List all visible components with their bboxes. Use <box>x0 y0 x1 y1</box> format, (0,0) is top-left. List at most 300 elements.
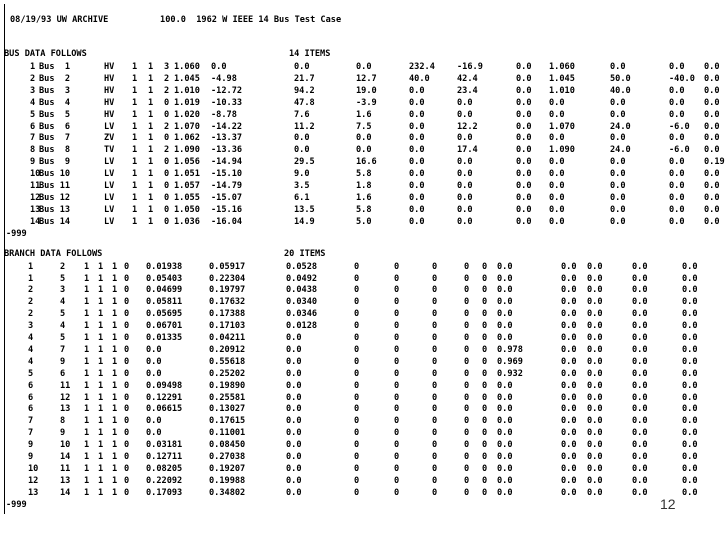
bus-row-cell: 11.2 <box>294 121 315 132</box>
bus-row-cell: 0.19 <box>704 157 725 168</box>
branch-row-cell: 0 <box>394 463 400 474</box>
branch-row-cell: 0.0 <box>286 452 302 462</box>
branch-row-cell: 0.0 <box>682 380 698 391</box>
branch-row-cell: 0 <box>124 463 130 474</box>
bus-row-cell: Bus 9 <box>39 157 71 168</box>
bus-row-cell: 0.0 <box>356 145 372 156</box>
bus-row-cell: 0.0 <box>409 133 425 144</box>
branch-row-cell: 0.0 <box>561 285 577 296</box>
branch-row-cell: 0.0 <box>286 440 302 451</box>
branch-row-cell: 0.0 <box>146 356 162 367</box>
bus-row-cell: 1 <box>132 157 138 168</box>
branch-row-cell: 0.0 <box>286 380 302 391</box>
branch-row-cell: 1 <box>98 487 104 498</box>
bus-row-cell: 0.0 <box>549 181 565 191</box>
branch-row-cell: 0.0 <box>561 440 577 451</box>
archive-header-line <box>4 14 342 26</box>
bus-row-cell: 0.0 <box>704 121 720 132</box>
bus-row-cell: Bus 14 <box>39 216 71 227</box>
bus-row-cell: Bus 1 <box>39 62 71 72</box>
bus-row-cell: 2 <box>164 85 170 96</box>
branch-row-cell: 0.17103 <box>209 321 246 332</box>
branch-row-cell: 0.0 <box>682 440 698 451</box>
branch-row-cell: 0 <box>394 285 400 296</box>
branch-row-cell: 11 <box>60 463 71 474</box>
branch-row-cell: 0.0 <box>497 261 513 272</box>
branch-row-cell: 1 <box>112 309 118 320</box>
branch-row-cell: 0.0 <box>561 309 577 320</box>
branch-row-cell: 0 <box>464 487 470 498</box>
branch-row-cell: 6 <box>28 380 34 391</box>
branch-row-cell: 1 <box>98 321 104 332</box>
branch-row-cell: 0 <box>354 392 360 403</box>
archive-header-text: 08/19/93 UW ARCHIVE 100.0 1962 W IEEE 14 Bus Test Case <box>10 15 342 25</box>
bus-row-cell: 0.0 <box>610 133 626 144</box>
branch-row-cell: 0.0 <box>632 309 648 320</box>
branch-row-cell: 1 <box>112 321 118 332</box>
branch-row-cell: 0 <box>124 261 130 272</box>
bus-row-cell: LV <box>104 204 115 215</box>
bus-row-cell: 0.0 <box>704 133 720 144</box>
branch-row-cell: 0 <box>482 356 488 367</box>
bus-row-cell: 1.070 <box>174 121 200 132</box>
bus-row-cell: -40.0 <box>669 73 695 84</box>
branch-row-cell: 0 <box>124 356 130 367</box>
branch-row-cell: 1 <box>98 428 104 439</box>
bus-row-cell: Bus 12 <box>39 192 71 203</box>
branch-row-cell: 0.0 <box>632 452 648 462</box>
bus-row-cell: 1 <box>132 121 138 132</box>
bus-row-cell: TV <box>104 145 115 156</box>
bus-row-cell: 6 <box>30 121 36 132</box>
branch-row-cell: 0.04699 <box>146 285 183 296</box>
branch-row-cell: 0.19797 <box>209 285 246 296</box>
bus-row-cell: 0 <box>164 157 170 168</box>
branch-row-cell: 0.0 <box>587 309 603 320</box>
bus-row-cell: HV <box>104 62 115 72</box>
branch-row-cell: 0 <box>394 487 400 498</box>
branch-row-cell: 1 <box>84 487 90 498</box>
branch-row-cell: 0 <box>464 463 470 474</box>
branch-end-marker: -999 <box>6 499 27 510</box>
branch-row-cell: 0.01335 <box>146 333 183 343</box>
branch-row-cell: 0 <box>124 333 130 343</box>
branch-row-cell: 0.19890 <box>209 380 246 391</box>
branch-row-cell: 0 <box>394 273 400 284</box>
bus-row-cell: 0 <box>164 97 170 108</box>
bus-row-cell: 13.5 <box>294 204 315 215</box>
branch-row-cell: 0.0 <box>561 321 577 332</box>
branch-row-cell: 0 <box>432 285 438 296</box>
bus-row-cell: 0.0 <box>409 109 425 120</box>
branch-row-cell: 0 <box>432 463 438 474</box>
branch-row-cell: 1 <box>28 273 34 284</box>
branch-row-cell: 6 <box>60 368 66 379</box>
bus-row-cell: 1.020 <box>174 109 200 120</box>
bus-row-cell: 0.0 <box>516 97 532 108</box>
branch-row-cell: 0.25581 <box>209 392 246 403</box>
bus-row-cell: 1 <box>148 145 154 156</box>
branch-row-cell: 7 <box>28 428 34 439</box>
branch-row-cell: 3 <box>60 285 66 296</box>
branch-row-cell: 0.0 <box>587 285 603 296</box>
branch-row-cell: 0.0 <box>632 487 648 498</box>
branch-row-cell: 1 <box>84 261 90 272</box>
bus-row-cell: 1 <box>132 73 138 84</box>
branch-row-cell: 1 <box>84 392 90 403</box>
branch-row-cell: 0.0 <box>497 380 513 391</box>
bus-row-cell: Bus 5 <box>39 109 71 120</box>
branch-row-cell: 2 <box>28 309 34 320</box>
bus-row-cell: 1 <box>148 204 154 215</box>
bus-row-cell: 0.0 <box>457 169 473 180</box>
bus-row-cell: 0.0 <box>704 145 720 156</box>
branch-row-cell: 9 <box>60 428 66 439</box>
branch-row-cell: 0.0 <box>587 261 603 272</box>
bus-row-cell: 1 <box>132 181 138 191</box>
branch-row-cell: 0 <box>432 487 438 498</box>
branch-row-cell: 0.0 <box>632 428 648 439</box>
bus-row-cell: 1.057 <box>174 181 200 191</box>
branch-row-cell: 1 <box>112 452 118 462</box>
bus-row-cell: 5 <box>30 109 36 120</box>
branch-row-cell: 0 <box>354 309 360 320</box>
branch-row-cell: 1 <box>112 463 118 474</box>
branch-row-cell: 0 <box>394 452 400 462</box>
branch-row-cell: 0 <box>432 273 438 284</box>
branch-row-cell: 1 <box>98 285 104 296</box>
branch-row-cell: 0 <box>432 380 438 391</box>
branch-row-cell: 0.0 <box>587 487 603 498</box>
branch-row-cell: 0.06701 <box>146 321 183 332</box>
bus-row-cell: 4 <box>30 97 36 108</box>
branch-row-cell: 1 <box>98 333 104 343</box>
bus-row-cell: -14.94 <box>211 157 243 168</box>
bus-row-cell: -16.04 <box>211 216 243 227</box>
bus-row-cell: 0.0 <box>669 109 685 120</box>
branch-row-cell: 1 <box>112 297 118 308</box>
branch-row-cell: 0 <box>432 333 438 343</box>
branch-row-cell: 1 <box>98 368 104 379</box>
branch-row-cell: 0 <box>432 261 438 272</box>
bus-row-cell: 2 <box>30 73 36 84</box>
bus-row-cell: -10.33 <box>211 97 243 108</box>
bus-row-cell: 0.0 <box>516 169 532 180</box>
bus-row-cell: LV <box>104 181 115 191</box>
branch-row-cell: 13 <box>60 404 71 415</box>
branch-row-cell: 0 <box>464 285 470 296</box>
branch-row-cell: 0 <box>464 404 470 415</box>
bus-row-cell: Bus 8 <box>39 145 71 156</box>
bus-row-cell: 6.1 <box>294 192 310 203</box>
branch-row-cell: 1 <box>112 416 118 427</box>
bus-row-cell: 0.0 <box>516 145 532 156</box>
bus-item-count: 14 ITEMS <box>289 49 331 59</box>
bus-row-cell: HV <box>104 73 115 84</box>
branch-row-cell: 0 <box>124 297 130 308</box>
branch-row-cell: 0.0 <box>682 487 698 498</box>
branch-row-cell: 0 <box>394 380 400 391</box>
bus-row-cell: 0.0 <box>356 133 372 144</box>
bus-row-cell: 1 <box>148 73 154 84</box>
branch-row-cell: 0 <box>432 321 438 332</box>
bus-row-cell: 1.090 <box>549 145 575 156</box>
branch-row-cell: 0 <box>124 487 130 498</box>
bus-row-cell: 47.8 <box>294 97 315 108</box>
branch-row-cell: 1 <box>112 380 118 391</box>
branch-row-cell: 0 <box>354 356 360 367</box>
branch-row-cell: 0.932 <box>497 368 523 379</box>
branch-row-cell: 0 <box>482 297 488 308</box>
bus-row-cell: 0.0 <box>294 145 310 156</box>
bus-row-cell: 1 <box>148 109 154 120</box>
branch-row-cell: 5 <box>60 333 66 343</box>
branch-row-cell: 0.0 <box>146 428 162 439</box>
branch-row-cell: 0 <box>124 321 130 332</box>
bus-row-cell: HV <box>104 97 115 108</box>
branch-row-cell: 0.0 <box>561 261 577 272</box>
bus-row-cell: 0.0 <box>516 121 532 132</box>
bus-row-cell: 1 <box>148 97 154 108</box>
bus-row-cell: 40.0 <box>610 85 631 96</box>
bus-row-cell: 1.090 <box>174 145 200 156</box>
branch-row-cell: 1 <box>84 452 90 462</box>
bus-row-cell: 0.0 <box>610 169 626 180</box>
branch-row-cell: 0.0 <box>632 392 648 403</box>
branch-row-cell: 0.0 <box>286 463 302 474</box>
branch-row-cell: 0 <box>432 475 438 486</box>
branch-row-cell: 0.0 <box>497 392 513 403</box>
branch-row-cell: 0.0 <box>587 368 603 379</box>
branch-row-cell: 0.0 <box>497 440 513 451</box>
branch-row-cell: 0.0 <box>497 273 513 284</box>
branch-row-cell: 0.0 <box>682 356 698 367</box>
branch-row-cell: 0 <box>464 392 470 403</box>
branch-row-cell: 0 <box>482 416 488 427</box>
bus-row-cell: 0.0 <box>549 192 565 203</box>
branch-row-cell: 0 <box>124 416 130 427</box>
branch-row-cell: 0.09498 <box>146 380 183 391</box>
branch-row-cell: 0.969 <box>497 356 523 367</box>
branch-row-cell: 0.0 <box>682 297 698 308</box>
bus-row-cell: 0.0 <box>669 97 685 108</box>
branch-row-cell: 1 <box>84 333 90 343</box>
branch-row-cell: 0 <box>354 297 360 308</box>
branch-row-cell: 0.0 <box>146 344 162 355</box>
bus-row-cell: 0.0 <box>669 169 685 180</box>
bus-row-cell: 1 <box>148 133 154 144</box>
bus-row-cell: 1 <box>132 62 138 72</box>
branch-row-cell: 0 <box>354 404 360 415</box>
branch-row-cell: 0.05403 <box>146 273 183 284</box>
branch-row-cell: 0 <box>432 416 438 427</box>
bus-row-cell: 0.0 <box>704 192 720 203</box>
bus-row-cell: 1.019 <box>174 97 200 108</box>
branch-row-cell: 0.0 <box>587 333 603 343</box>
branch-row-cell: 0 <box>124 285 130 296</box>
branch-row-cell: 0.0 <box>587 463 603 474</box>
branch-row-cell: 0.0 <box>561 416 577 427</box>
bus-row-cell: 0.0 <box>669 157 685 168</box>
branch-row-cell: 0.0 <box>682 321 698 332</box>
branch-row-cell: 0.0 <box>632 404 648 415</box>
branch-row-cell: 0.0 <box>497 475 513 486</box>
branch-row-cell: 0.19207 <box>209 463 246 474</box>
branch-row-cell: 0 <box>394 261 400 272</box>
bus-row-cell: 0.0 <box>516 181 532 191</box>
bus-row-cell: 0.0 <box>549 109 565 120</box>
branch-row-cell: 0 <box>394 440 400 451</box>
bus-row-cell: 3.5 <box>294 181 310 191</box>
bus-row-cell: 0.0 <box>669 133 685 144</box>
branch-terminator <box>4 499 25 511</box>
bus-row-cell: 1.6 <box>356 192 372 203</box>
branch-row-cell: 12 <box>28 475 39 486</box>
bus-row-cell: 0.0 <box>409 192 425 203</box>
branch-row-cell: 0.0 <box>497 452 513 462</box>
bus-row-cell: 0 <box>164 181 170 191</box>
branch-row-cell: 0 <box>432 404 438 415</box>
bus-row-cell: -16.9 <box>457 62 483 72</box>
bus-row-cell: 7.6 <box>294 109 310 120</box>
bus-row-cell: -13.37 <box>211 133 243 144</box>
branch-row-cell: 1 <box>84 309 90 320</box>
branch-row-cell: 0.0 <box>561 356 577 367</box>
bus-row-cell: 0.0 <box>409 169 425 180</box>
bus-row-cell: -15.10 <box>211 169 243 180</box>
branch-row-cell: 0.0 <box>682 416 698 427</box>
branch-row-cell: 1 <box>84 440 90 451</box>
bus-row-cell: 0.0 <box>610 157 626 168</box>
branch-row-cell: 1 <box>98 356 104 367</box>
bus-row-cell: 0.0 <box>294 133 310 144</box>
branch-row-cell: 1 <box>112 428 118 439</box>
bus-row-cell: 1.055 <box>174 192 200 203</box>
branch-row-cell: 0 <box>482 380 488 391</box>
branch-row-cell: 0.13027 <box>209 404 246 415</box>
bus-row-cell: 1 <box>148 169 154 180</box>
branch-row-cell: 1 <box>98 416 104 427</box>
branch-row-cell: 0 <box>482 475 488 486</box>
bus-row-cell: 1 <box>132 97 138 108</box>
branch-row-cell: 0 <box>354 487 360 498</box>
bus-row-cell: 1 <box>30 62 36 72</box>
branch-row-cell: 0.0 <box>286 428 302 439</box>
bus-row-cell: 0.0 <box>704 85 720 96</box>
bus-row-cell: LV <box>104 216 115 227</box>
bus-row-cell: 94.2 <box>294 85 315 96</box>
branch-row-cell: 0.0 <box>286 344 302 355</box>
bus-row-cell: 0.0 <box>669 216 685 227</box>
bus-row-cell: 5.0 <box>356 216 372 227</box>
bus-row-cell: -6.0 <box>669 145 690 156</box>
branch-row-cell: 0 <box>464 273 470 284</box>
branch-row-cell: 0 <box>464 475 470 486</box>
branch-row-cell: 0.0 <box>587 273 603 284</box>
branch-row-cell: 0 <box>124 392 130 403</box>
branch-row-cell: 1 <box>98 404 104 415</box>
branch-row-cell: 0.0 <box>561 344 577 355</box>
bus-row-cell: 0.0 <box>704 216 720 227</box>
branch-row-cell: 1 <box>84 428 90 439</box>
branch-row-cell: 0.0 <box>561 297 577 308</box>
branch-row-cell: 1 <box>98 344 104 355</box>
branch-row-cell: 12 <box>60 392 71 403</box>
branch-row-cell: 0 <box>124 404 130 415</box>
branch-row-cell: 0 <box>354 475 360 486</box>
branch-row-cell: 0.0 <box>682 285 698 296</box>
branch-row-cell: 0 <box>394 404 400 415</box>
branch-row-cell: 0.0 <box>632 344 648 355</box>
bus-row-cell: 5.8 <box>356 169 372 180</box>
branch-row-cell: 1 <box>112 273 118 284</box>
branch-row-cell: 0 <box>432 309 438 320</box>
branch-row-cell: 0.0 <box>497 297 513 308</box>
branch-row-cell: 0 <box>464 428 470 439</box>
branch-row-cell: 0.0 <box>587 452 603 462</box>
bus-row-cell: -15.16 <box>211 204 243 215</box>
bus-row-cell: 3 <box>164 62 170 72</box>
branch-row-cell: 0.0 <box>561 392 577 403</box>
ieee-cdf-listing <box>4 14 725 524</box>
bus-row-cell: HV <box>104 109 115 120</box>
branch-row-cell: 1 <box>112 344 118 355</box>
bus-row-cell: 0 <box>164 216 170 227</box>
branch-row-cell: 0.0 <box>682 333 698 343</box>
branch-row-cell: 0 <box>354 416 360 427</box>
branch-row-cell: 0 <box>354 463 360 474</box>
bus-row-cell: 1.045 <box>549 73 575 84</box>
branch-row-cell: 4 <box>60 321 66 332</box>
bus-row-cell: 0.0 <box>409 85 425 96</box>
branch-row-cell: 3 <box>28 321 34 332</box>
branch-row-cell: 6 <box>28 404 34 415</box>
bus-row-cell: 0.0 <box>457 204 473 215</box>
branch-row-cell: 0 <box>124 475 130 486</box>
branch-row-cell: 0.0 <box>286 368 302 379</box>
branch-row-cell: 1 <box>84 416 90 427</box>
bus-row-cell: -6.0 <box>669 121 690 132</box>
branch-row-cell: 0 <box>464 416 470 427</box>
branch-row-cell: 0.05811 <box>146 297 183 308</box>
bus-row-cell: 0.0 <box>704 97 720 108</box>
branch-row-cell: 13 <box>28 487 39 498</box>
bus-row-cell: 1 <box>148 216 154 227</box>
bus-row-cell: 0.0 <box>356 62 372 72</box>
bus-row-cell: 11 <box>30 181 41 191</box>
bus-row-cell: 0.0 <box>549 216 565 227</box>
branch-row-cell: 1 <box>98 261 104 272</box>
bus-row-cell: 0.0 <box>549 169 565 180</box>
branch-row-cell: 0.0 <box>587 404 603 415</box>
bus-row-cell: 0.0 <box>610 204 626 215</box>
bus-row-cell: 23.4 <box>457 85 478 96</box>
bus-row-cell: 0.0 <box>549 133 565 144</box>
branch-row-cell: 0.0 <box>561 463 577 474</box>
bus-row-cell: 21.7 <box>294 73 315 84</box>
branch-row-cell: 0.0 <box>587 392 603 403</box>
branch-row-cell: 0.12291 <box>146 392 183 403</box>
branch-row-cell: 0.17632 <box>209 297 246 308</box>
branch-row-cell: 0.20912 <box>209 344 246 355</box>
bus-section-header <box>4 48 331 60</box>
branch-row-cell: 0 <box>394 428 400 439</box>
bus-row-cell: 0 <box>164 204 170 215</box>
branch-row-cell: 0.0 <box>682 452 698 462</box>
bus-row-cell: 0.0 <box>516 204 532 215</box>
bus-row-cell: 7 <box>30 133 36 144</box>
branch-row-cell: 0.0128 <box>286 321 318 332</box>
